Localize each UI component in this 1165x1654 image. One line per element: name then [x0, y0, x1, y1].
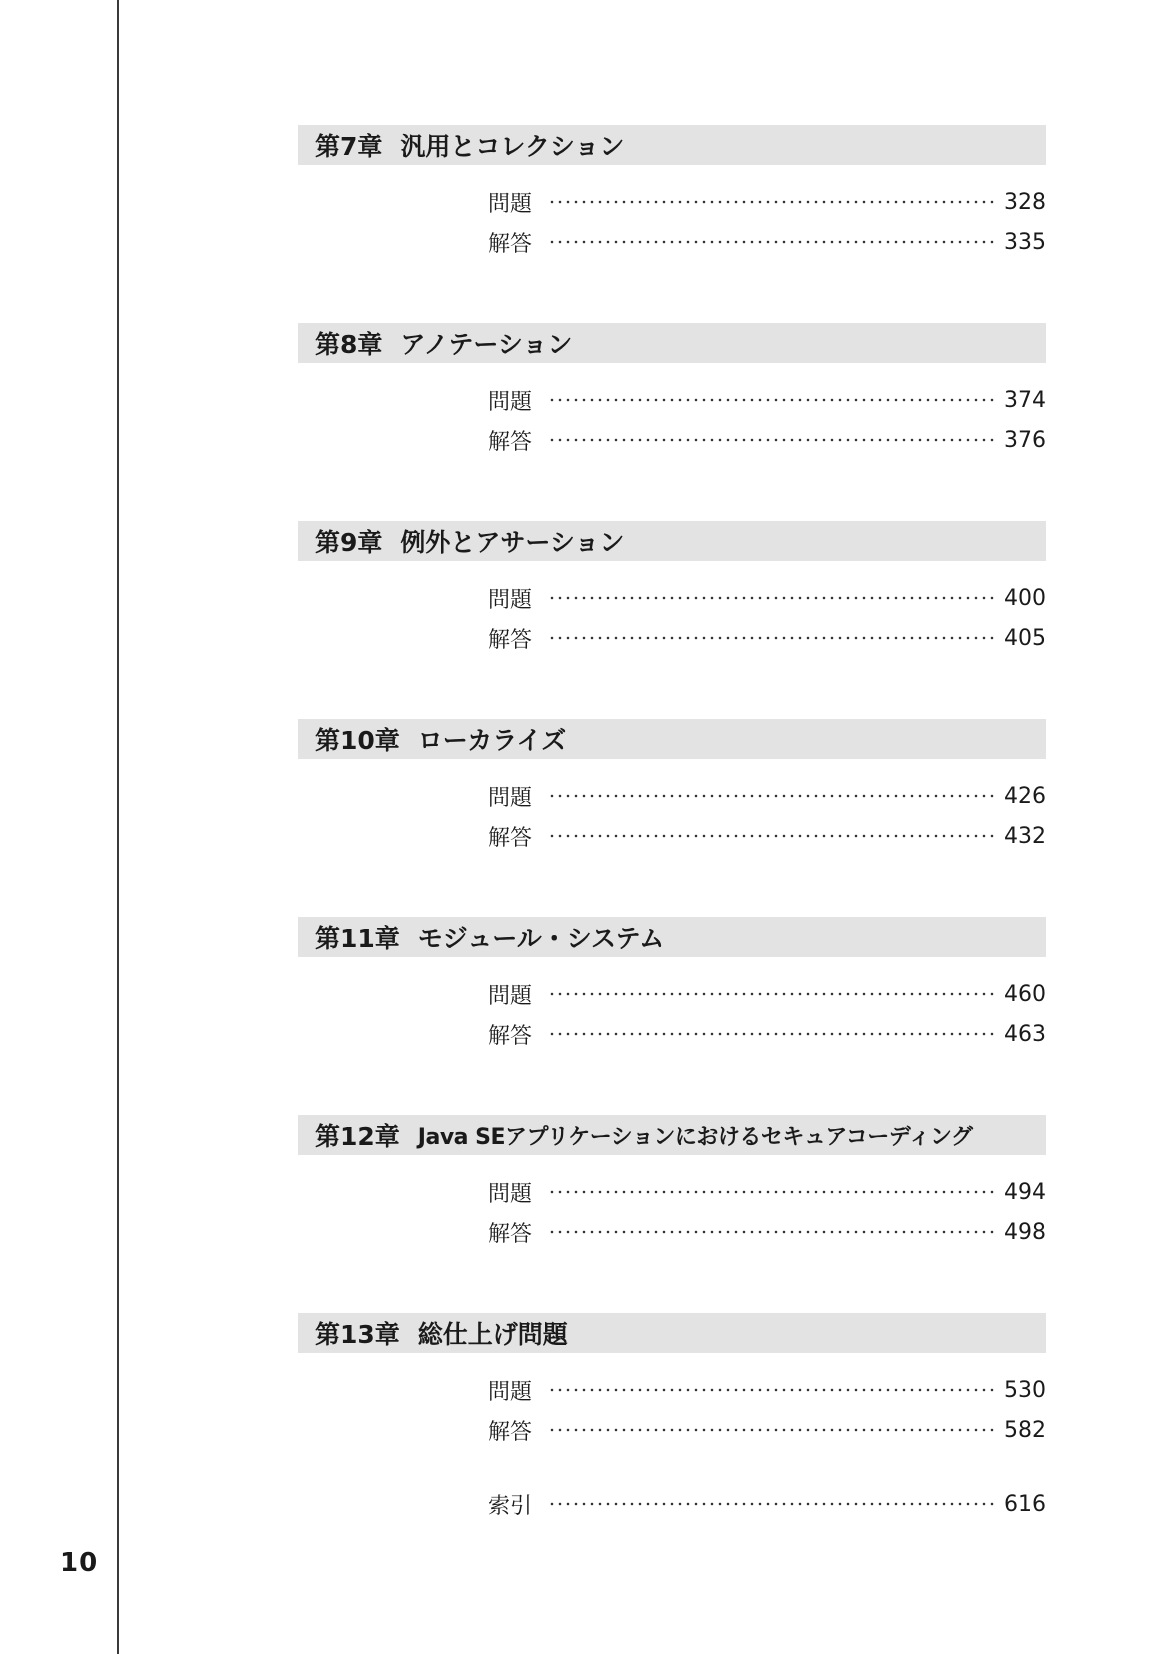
dot-leader — [548, 1230, 996, 1234]
entry-page-number: 374 — [1004, 387, 1046, 413]
dot-leader — [548, 438, 996, 442]
margin-rule — [117, 0, 119, 1654]
toc-entry-questions[interactable] — [488, 776, 1046, 816]
dot-leader — [548, 636, 996, 640]
chapter-title: アノテーション — [400, 330, 573, 359]
chapter-12 — [298, 1115, 1046, 1252]
chapter-title: 汎用とコレクション — [400, 132, 625, 161]
chapter-11 — [298, 917, 1046, 1054]
dot-leader — [548, 1502, 996, 1506]
dot-leader — [548, 240, 996, 244]
dot-leader — [548, 834, 996, 838]
toc-entry-questions[interactable] — [488, 380, 1046, 420]
dot-leader — [548, 1032, 996, 1036]
dot-leader — [548, 596, 996, 600]
chapter-number: 第10章 — [315, 726, 400, 755]
page-number: 10 — [60, 1548, 99, 1578]
dot-leader — [548, 992, 996, 996]
toc-entry-answers[interactable] — [488, 1212, 1046, 1252]
entry-page-number: 426 — [1004, 783, 1046, 809]
dot-leader — [548, 1428, 996, 1432]
toc-entry-index[interactable] — [488, 1484, 1046, 1524]
entry-page-number: 400 — [1004, 585, 1046, 611]
toc-entry-answers[interactable] — [488, 1014, 1046, 1054]
toc-entry-answers[interactable] — [488, 1410, 1046, 1450]
entry-page-number: 335 — [1004, 229, 1046, 255]
entry-label: 問題 — [488, 785, 533, 811]
chapter-13 — [298, 1313, 1046, 1450]
entry-page-number: 498 — [1004, 1219, 1046, 1245]
entry-page-number: 328 — [1004, 189, 1046, 215]
entry-label: 解答 — [488, 1221, 533, 1247]
chapter-title: ローカライズ — [417, 726, 567, 755]
entry-label: 解答 — [488, 1419, 533, 1445]
chapter-number: 第7章 — [315, 132, 383, 161]
entry-label: 問題 — [488, 983, 533, 1009]
entry-page-number: 405 — [1004, 625, 1046, 651]
toc-entry-questions[interactable] — [488, 1172, 1046, 1212]
chapter-title: Java SEアプリケーションにおけるセキュアコーディング — [417, 1124, 973, 1150]
entry-page-number: 530 — [1004, 1377, 1046, 1403]
entry-label: 解答 — [488, 627, 533, 653]
chapter-heading — [298, 1115, 1046, 1155]
entry-label: 解答 — [488, 429, 533, 455]
entry-label: 解答 — [488, 825, 533, 851]
chapter-number: 第8章 — [315, 330, 383, 359]
dot-leader — [548, 794, 996, 798]
chapter-title: モジュール・システム — [417, 924, 665, 953]
entry-label: 問題 — [488, 587, 533, 613]
chapter-number: 第11章 — [315, 924, 400, 953]
dot-leader — [548, 1190, 996, 1194]
chapter-heading — [298, 323, 1046, 363]
chapter-number: 第13章 — [315, 1320, 400, 1349]
toc-entry-answers[interactable] — [488, 618, 1046, 658]
entry-page-number: 376 — [1004, 427, 1046, 453]
entry-label: 解答 — [488, 1023, 533, 1049]
entry-page-number: 460 — [1004, 981, 1046, 1007]
entry-page-number: 463 — [1004, 1021, 1046, 1047]
toc-entry-questions[interactable] — [488, 974, 1046, 1014]
chapter-9 — [298, 521, 1046, 658]
chapter-10 — [298, 719, 1046, 856]
dot-leader — [548, 1388, 996, 1392]
entry-label: 問題 — [488, 389, 533, 415]
chapter-title: 総仕上げ問題 — [417, 1320, 568, 1349]
toc-entry-answers[interactable] — [488, 420, 1046, 460]
chapter-heading — [298, 917, 1046, 957]
entry-label: 索引 — [488, 1493, 533, 1519]
toc-entry-questions[interactable] — [488, 1370, 1046, 1410]
dot-leader — [548, 200, 996, 204]
table-of-contents — [298, 125, 1046, 1524]
entry-page-number: 432 — [1004, 823, 1046, 849]
chapter-7 — [298, 125, 1046, 262]
chapter-title: 例外とアサーション — [400, 528, 625, 557]
chapter-heading — [298, 719, 1046, 759]
entry-page-number: 582 — [1004, 1417, 1046, 1443]
chapter-8 — [298, 323, 1046, 460]
chapter-heading — [298, 1313, 1046, 1353]
chapter-heading — [298, 125, 1046, 165]
chapter-number: 第9章 — [315, 528, 383, 557]
toc-entry-questions[interactable] — [488, 578, 1046, 618]
entry-label: 問題 — [488, 191, 533, 217]
chapter-number: 第12章 — [315, 1122, 400, 1151]
entry-page-number: 616 — [1004, 1491, 1046, 1517]
toc-entry-questions[interactable] — [488, 182, 1046, 222]
entry-page-number: 494 — [1004, 1179, 1046, 1205]
entry-label: 解答 — [488, 231, 533, 257]
dot-leader — [548, 398, 996, 402]
entry-label: 問題 — [488, 1379, 533, 1405]
toc-entry-answers[interactable] — [488, 222, 1046, 262]
chapter-heading — [298, 521, 1046, 561]
entry-label: 問題 — [488, 1181, 533, 1207]
toc-entry-answers[interactable] — [488, 816, 1046, 856]
